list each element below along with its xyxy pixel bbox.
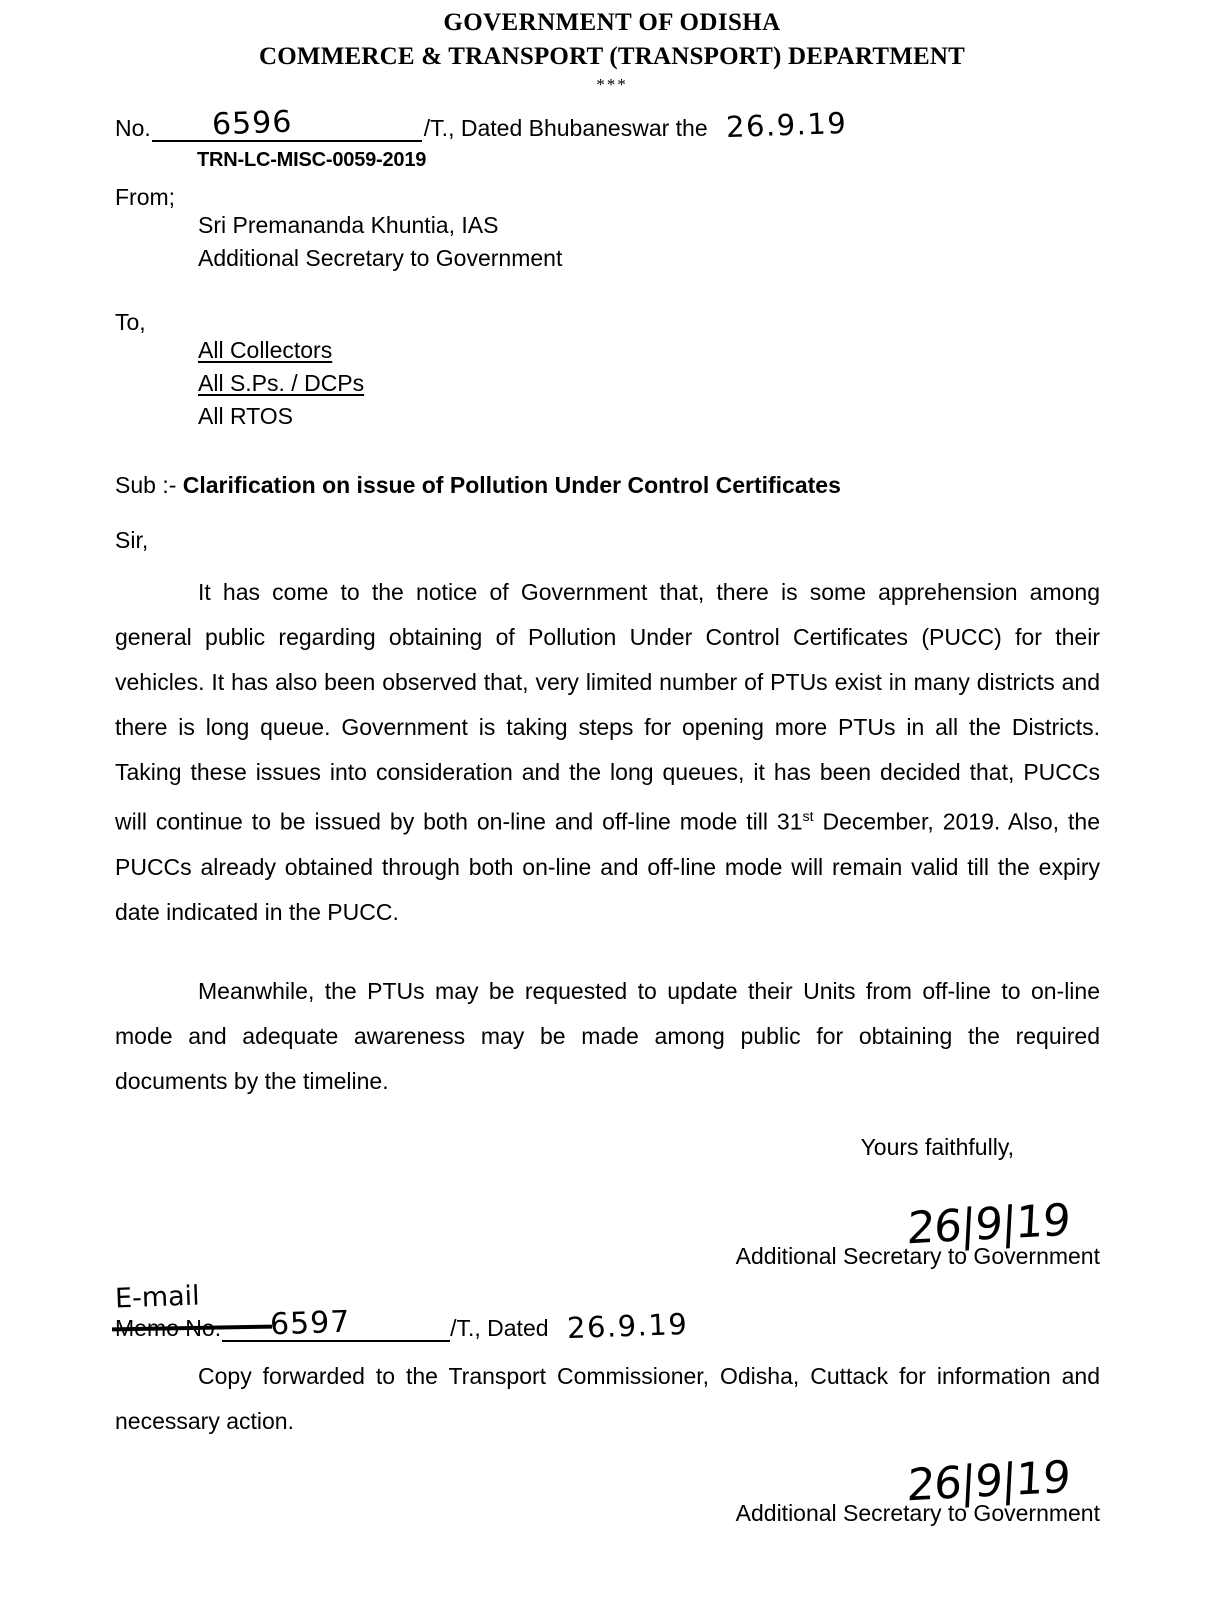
memo-date-handwritten-value: 26.9.19 [565, 1306, 689, 1346]
subject-text: Clarification on issue of Pollution Under Control Certificates [182, 472, 841, 499]
signature-block-memo [0, 1451, 1224, 1527]
to-block [0, 311, 1224, 432]
file-reference-number: TRN-LC-MISC-0059-2019 [197, 149, 427, 171]
salutation: Sir, [115, 527, 149, 554]
document-header [0, 0, 1224, 93]
department-title: COMMERCE & TRANSPORT (TRANSPORT) DEPARTMENT [259, 42, 965, 70]
number-label: No. [115, 115, 151, 141]
to-label: To, [115, 309, 146, 336]
from-block [0, 186, 1224, 274]
memo-dated-label: /T., Dated [450, 1314, 549, 1341]
letter-body [0, 570, 1224, 1104]
memo-body [0, 1354, 1224, 1444]
memo-signature-mark: 26|9|19 [906, 1451, 1072, 1512]
recipient-item-sps-dcps: All S.Ps. / DCPs [198, 369, 365, 396]
sender-designation: Additional Secretary to Government [198, 244, 563, 271]
reference-number-line [0, 103, 1224, 147]
recipient-list [115, 334, 1224, 432]
number-handwritten-value: 6596 [211, 104, 293, 143]
email-handwritten-note: E-mail [114, 1280, 201, 1315]
sender-name: Sri Premananda Khuntia, IAS [198, 212, 499, 238]
yours-faithfully-text: Yours faithfully, [860, 1133, 1014, 1160]
memo-handwritten-value: 6597 [269, 1304, 352, 1343]
memo-blank-field[interactable] [222, 1304, 450, 1343]
asterisk-separator: *** [596, 75, 628, 94]
government-title: GOVERNMENT OF ODISHA [443, 9, 781, 36]
from-details [115, 209, 1224, 274]
paragraph-1-segment-2: December, 2019. Also, the PUCCs already obtained through both on-line and off-line mode will remain valid till the expiry date indicated in the PUCC. [115, 808, 1100, 925]
subject-prefix: Sub :- [115, 472, 177, 499]
recipient-item-collectors: All Collectors [198, 337, 333, 364]
recipient-item-rtos: All RTOS [198, 402, 294, 429]
memo-number-line [0, 1304, 1224, 1348]
body-paragraph-2: Meanwhile, the PTUs may be requested to update their Units from off-line to on-line mode and adequate awareness may be made among public for obtaining the required documents by the timeline. [115, 977, 1100, 1094]
date-handwritten-value: 26.9.19 [725, 105, 848, 145]
paragraph-1-segment-1: It has come to the notice of Government that, there is some apprehension among general public regarding obtaining of Pollution Under Control Certificates (PUCC) for their vehicles. It has also been observed that, very limited number of PTUs exist in many districts and there is long queue. Government is taking steps for opening more PTUs in all the Districts. Taking these issues into consideration and the long queues, it has been decided that, PUCCs will continue to be issued by both on-line and off-line mode till 31 [115, 579, 1100, 835]
memo-section [0, 1280, 1224, 1527]
closing-block [0, 1134, 1224, 1161]
signatory-designation: Additional Secretary to Government [735, 1242, 1100, 1269]
ordinal-superscript: st [802, 809, 814, 826]
number-blank-field[interactable] [152, 104, 422, 143]
memo-paragraph: Copy forwarded to the Transport Commissioner, Odisha, Cuttack for information and necessary action. [115, 1362, 1100, 1434]
memo-signatory-designation: Additional Secretary to Government [735, 1499, 1100, 1526]
signature-block-primary [0, 1194, 1224, 1270]
dated-bhubaneswar-label: /T., Dated Bhubaneswar the [423, 115, 708, 141]
memo-label: Memo No. [115, 1314, 222, 1341]
subject-line [0, 472, 1224, 499]
body-paragraph-1 [115, 570, 1100, 935]
from-label: From; [115, 184, 176, 210]
signature-mark: 26|9|19 [906, 1194, 1072, 1255]
